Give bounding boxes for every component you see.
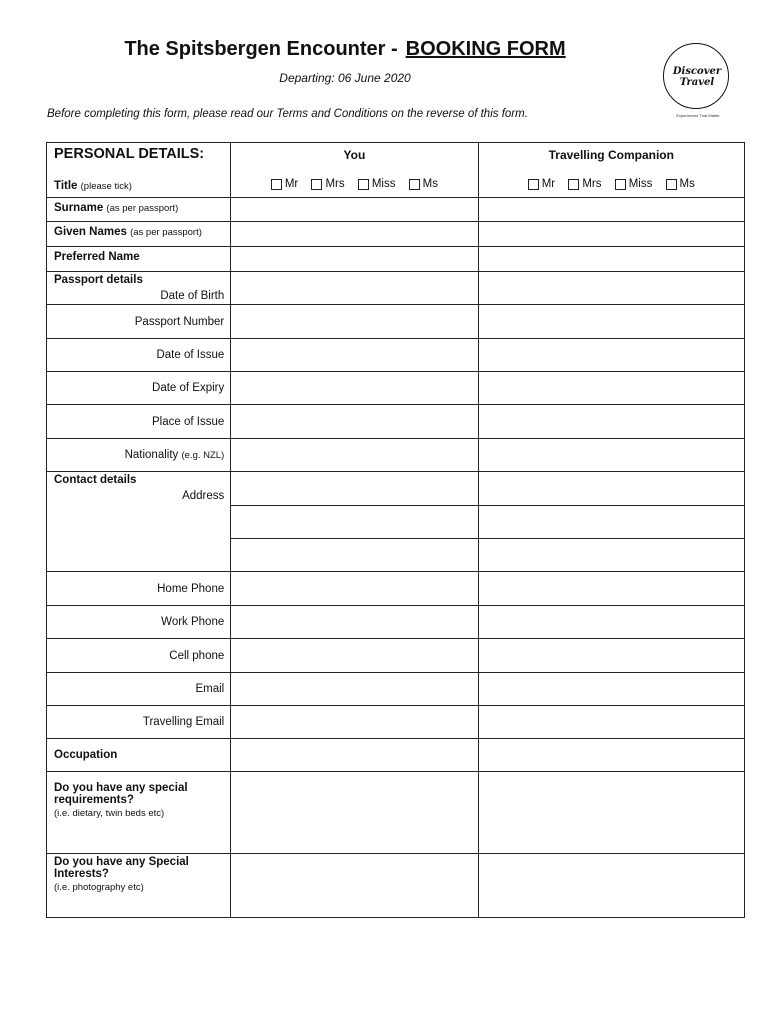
form-title (0, 38, 690, 61)
you-place-of-issue-field[interactable] (231, 405, 478, 439)
you-date-of-expiry-field[interactable] (231, 372, 478, 405)
checkbox-icon (615, 179, 626, 190)
you-preferred-name-field[interactable] (231, 247, 478, 272)
you-address-line3-field[interactable] (231, 539, 478, 572)
intro-text: Before completing this form, please read our Terms and Conditions on the reverse of this form. (47, 108, 528, 120)
companion-column (478, 143, 744, 198)
checkbox-icon (409, 179, 420, 190)
you-nationality-field[interactable] (231, 439, 478, 472)
you-occupation-field[interactable] (231, 739, 478, 772)
companion-date-of-expiry-field[interactable] (478, 372, 744, 405)
address-label-cell (47, 472, 231, 572)
you-special-interests-field[interactable] (231, 854, 478, 918)
email-label: Email (47, 673, 231, 706)
companion-home-phone-field[interactable] (478, 572, 744, 606)
cell-phone-label: Cell phone (47, 639, 231, 673)
nationality-note: (e.g. NZL) (181, 450, 225, 461)
special-requirements-label-cell (47, 772, 231, 854)
home-phone-label: Home Phone (47, 572, 231, 606)
surname-label: Surname (54, 202, 104, 214)
companion-work-phone-field[interactable] (478, 606, 744, 639)
companion-address-line3-field[interactable] (478, 539, 744, 572)
table-row (47, 772, 745, 854)
companion-title-options (479, 178, 744, 193)
option-label: Mr (284, 178, 299, 190)
table-row (47, 272, 745, 305)
table-row (47, 439, 745, 472)
table-row (47, 247, 745, 272)
companion-cell-phone-field[interactable] (478, 639, 744, 673)
you-column (231, 143, 478, 198)
companion-mr-checkbox[interactable] (528, 178, 555, 190)
checkbox-icon (528, 179, 539, 190)
companion-date-of-issue-field[interactable] (478, 339, 744, 372)
checkbox-icon (568, 179, 579, 190)
logo-tagline: Experiences That Matter (676, 113, 720, 118)
given-names-label-cell (47, 222, 231, 247)
title-label-wrap (54, 180, 132, 192)
surname-label-cell (47, 198, 231, 222)
special-interests-label: Do you have any Special Interests? (54, 856, 189, 880)
you-special-requirements-field[interactable] (231, 772, 478, 854)
checkbox-icon (358, 179, 369, 190)
date-of-issue-label: Date of Issue (47, 339, 231, 372)
option-label: Mrs (582, 178, 602, 190)
you-travelling-email-field[interactable] (231, 706, 478, 739)
special-interests-note: (i.e. photography etc) (54, 882, 144, 893)
contact-details-heading: Contact details (54, 474, 137, 486)
special-requirements-note: (i.e. dietary, twin beds etc) (54, 808, 165, 819)
option-label: Miss (371, 178, 396, 190)
companion-nationality-field[interactable] (478, 439, 744, 472)
place-of-issue-label: Place of Issue (47, 405, 231, 439)
you-passport-number-field[interactable] (231, 305, 478, 339)
special-interests-label-cell (47, 854, 231, 918)
you-home-phone-field[interactable] (231, 572, 478, 606)
you-mrs-checkbox[interactable] (311, 178, 344, 190)
logo-line1: Discover (672, 66, 722, 77)
checkbox-icon (311, 179, 322, 190)
booking-table (46, 142, 745, 918)
travelling-email-label: Travelling Email (47, 706, 231, 739)
table-row (47, 854, 745, 918)
discover-travel-logo (663, 43, 731, 111)
companion-surname-field[interactable] (478, 198, 744, 222)
option-label: Miss (628, 178, 653, 190)
companion-ms-checkbox[interactable] (666, 178, 695, 190)
work-phone-label: Work Phone (47, 606, 231, 639)
table-row (47, 572, 745, 606)
occupation-label: Occupation (47, 739, 231, 772)
table-row (47, 143, 745, 198)
you-work-phone-field[interactable] (231, 606, 478, 639)
companion-address-line1-field[interactable] (478, 472, 744, 506)
passport-details-heading: Passport details (54, 274, 143, 286)
table-row (47, 372, 745, 405)
companion-travelling-email-field[interactable] (478, 706, 744, 739)
you-cell-phone-field[interactable] (231, 639, 478, 673)
option-label: Ms (679, 178, 695, 190)
option-label: Mrs (325, 178, 345, 190)
table-row (47, 339, 745, 372)
you-ms-checkbox[interactable] (409, 178, 438, 190)
checkbox-icon (666, 179, 677, 190)
companion-passport-number-field[interactable] (478, 305, 744, 339)
you-date-of-issue-field[interactable] (231, 339, 478, 372)
logo-line2: Travel (679, 77, 715, 88)
table-row (47, 305, 745, 339)
date-of-birth-label-cell (47, 272, 231, 305)
table-row (47, 673, 745, 706)
companion-place-of-issue-field[interactable] (478, 405, 744, 439)
title-trip: The Spitsbergen Encounter - (124, 38, 398, 60)
departing-date: Departing: 06 June 2020 (279, 71, 411, 85)
you-given-names-field[interactable] (231, 222, 478, 247)
you-miss-checkbox[interactable] (358, 178, 396, 190)
option-label: Ms (422, 178, 439, 190)
you-surname-field[interactable] (231, 198, 478, 222)
companion-given-names-field[interactable] (478, 222, 744, 247)
nationality-label-cell (47, 439, 231, 472)
title-note: (please tick) (80, 181, 132, 192)
col-header-you: You (343, 148, 366, 162)
given-names-note: (as per passport) (130, 227, 202, 238)
table-row (47, 639, 745, 673)
table-row (47, 405, 745, 439)
you-address-line1-field[interactable] (231, 472, 478, 506)
companion-mrs-checkbox[interactable] (568, 178, 601, 190)
companion-preferred-name-field[interactable] (478, 247, 744, 272)
personal-details-heading: PERSONAL DETAILS: (54, 146, 205, 162)
checkbox-icon (271, 179, 282, 190)
title-label: Title (54, 180, 78, 192)
date-of-birth-label: Date of Birth (160, 290, 225, 302)
option-label: Mr (541, 178, 556, 190)
companion-occupation-field[interactable] (478, 739, 744, 772)
surname-note: (as per passport) (106, 203, 179, 214)
title-booking-form: BOOKING FORM (405, 38, 566, 60)
col-header-companion: Travelling Companion (548, 148, 674, 162)
table-row (47, 739, 745, 772)
you-title-options (231, 178, 477, 193)
preferred-name-label: Preferred Name (47, 247, 231, 272)
table-row (47, 472, 745, 506)
table-row (47, 606, 745, 639)
companion-special-interests-field[interactable] (478, 854, 744, 918)
address-label: Address (182, 490, 225, 502)
table-row (47, 706, 745, 739)
special-requirements-label: Do you have any special requirements? (54, 782, 188, 806)
you-date-of-birth-field[interactable] (231, 272, 478, 305)
given-names-label: Given Names (54, 226, 127, 238)
companion-miss-checkbox[interactable] (615, 178, 653, 190)
you-email-field[interactable] (231, 673, 478, 706)
table-row (47, 198, 745, 222)
personal-details-cell (47, 143, 231, 198)
companion-special-requirements-field[interactable] (478, 772, 744, 854)
companion-address-line2-field[interactable] (478, 506, 744, 539)
table-row (47, 222, 745, 247)
nationality-label: Nationality (124, 449, 179, 461)
date-of-expiry-label: Date of Expiry (47, 372, 231, 405)
companion-email-field[interactable] (478, 673, 744, 706)
passport-number-label: Passport Number (47, 305, 231, 339)
logo-wordmark (663, 66, 731, 88)
you-mr-checkbox[interactable] (271, 178, 298, 190)
you-address-line2-field[interactable] (231, 506, 478, 539)
companion-date-of-birth-field[interactable] (478, 272, 744, 305)
